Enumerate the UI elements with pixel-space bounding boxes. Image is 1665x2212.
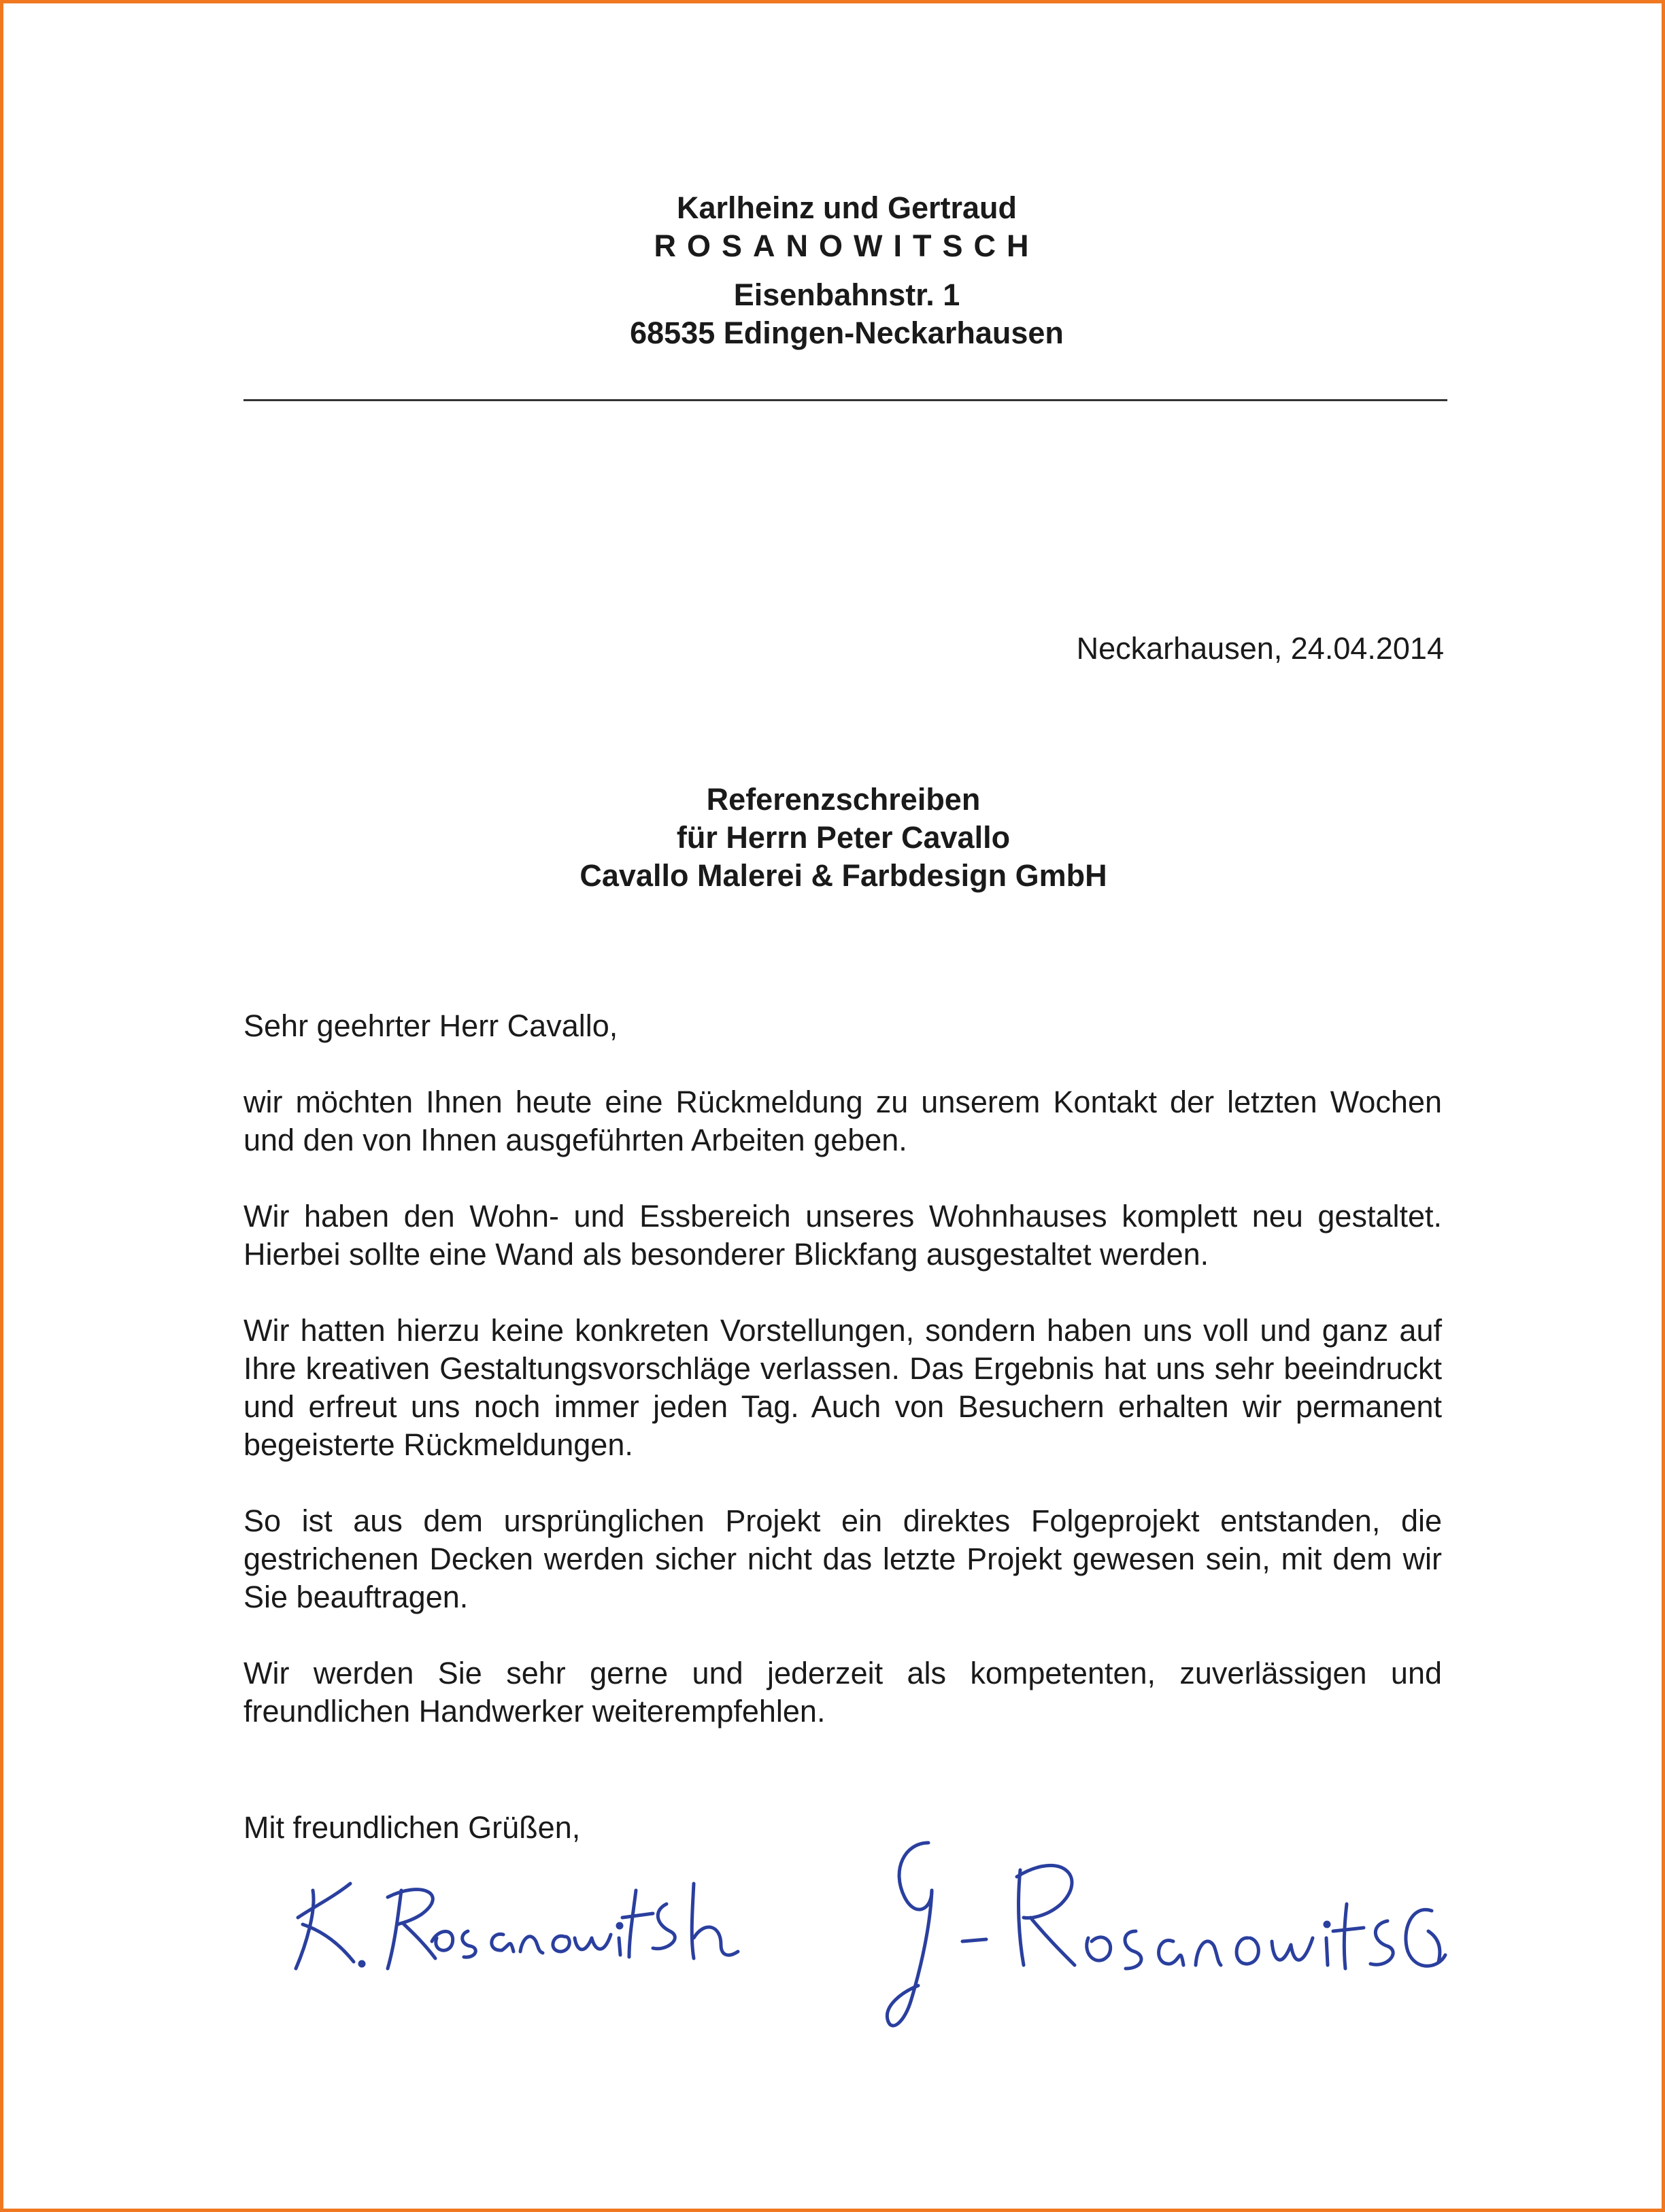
date-line: Neckarhausen, 24.04.2014 xyxy=(1076,631,1444,666)
letterhead xyxy=(0,189,1665,352)
subject-line-2: für Herrn Peter Cavallo xyxy=(676,820,1011,855)
signature-k-rosanowitsch xyxy=(286,1843,748,1979)
subject-line-1: Referenzschreiben xyxy=(706,782,981,817)
signature-g-rosanowitsch xyxy=(864,1829,1449,2047)
signature-1-drawing xyxy=(286,1843,748,1979)
letterhead-divider xyxy=(243,399,1447,401)
letterhead-city: 68535 Edingen-Neckarhausen xyxy=(630,316,1064,350)
subject-block xyxy=(0,781,1665,895)
letterhead-street: Eisenbahnstr. 1 xyxy=(733,277,960,312)
letterhead-names: Karlheinz und Gertraud xyxy=(676,190,1018,225)
paragraph-5: Wir werden Sie sehr gerne und jederzeit als kompetenten, zuverlässigen und freundlichen Handwerker weiterempfehlen. xyxy=(243,1656,1442,1729)
paragraph-4: So ist aus dem ursprünglichen Projekt ein direktes Folgeprojekt entstanden, die gestrichenen Decken werden sicher nicht das letzte Projekt gewesen sein, mit dem wir Sie beauftragen. xyxy=(243,1503,1442,1614)
paragraph-3: Wir hatten hierzu keine konkreten Vorstellungen, sondern haben uns voll und ganz auf Ihre kreativen Gestaltungsvorschläge verlassen. Das Ergebnis hat uns sehr beeindruckt und erfreut uns noch immer jeden Tag. Auch von Besuchern erhalten wir permanent begeisterte Rückmeldungen. xyxy=(243,1313,1442,1462)
letterhead-surname: ROSANOWITSCH xyxy=(654,228,1040,263)
salutation: Sehr geehrter Herr Cavallo, xyxy=(243,1008,618,1043)
paragraph-2: Wir haben den Wohn- und Essbereich unseres Wohnhauses komplett neu gestaltet. Hierbei sollte eine Wand als besonderer Blickfang ausgestaltet werden. xyxy=(243,1199,1442,1272)
closing: Mit freundlichen Grüßen, xyxy=(243,1810,581,1845)
letter-body xyxy=(243,1007,1442,1769)
signature-2-drawing xyxy=(864,1829,1449,2047)
paragraph-1: wir möchten Ihnen heute eine Rückmeldung zu unserem Kontakt der letzten Wochen und den von Ihnen ausgeführten Arbeiten geben. xyxy=(243,1085,1442,1157)
subject-line-3: Cavallo Malerei & Farbdesign GmbH xyxy=(579,858,1107,893)
